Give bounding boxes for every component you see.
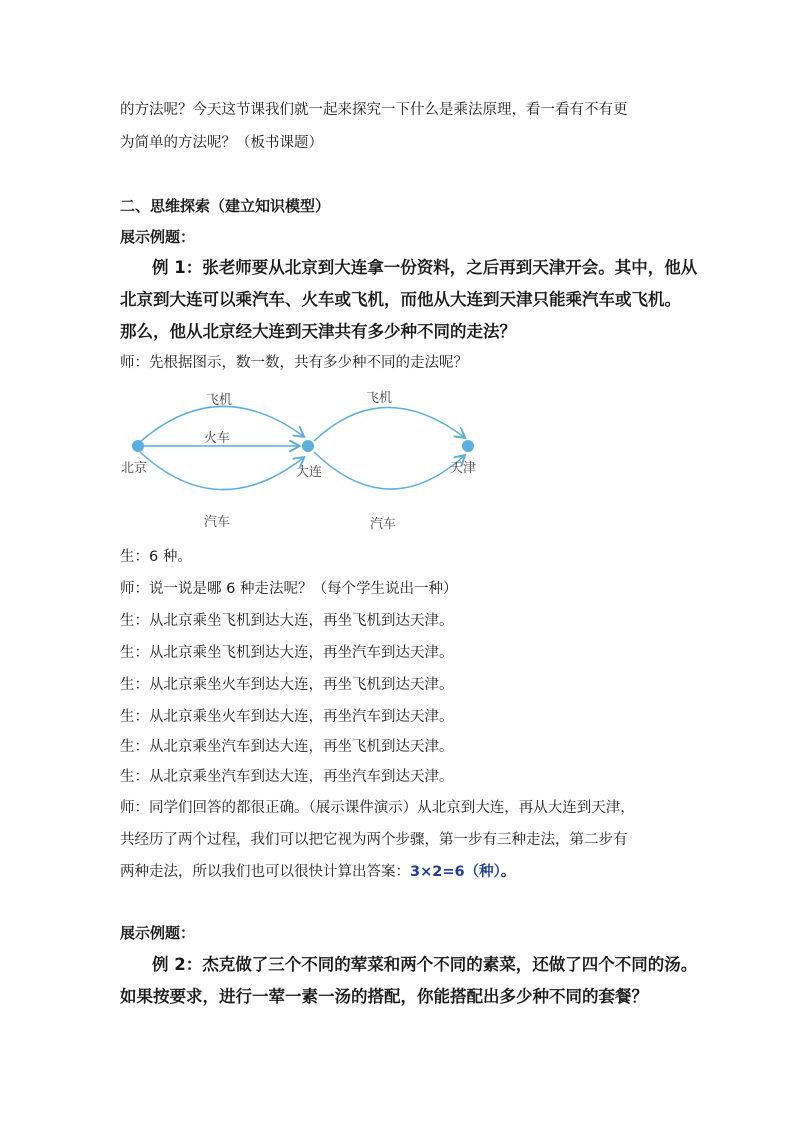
show-example-label-2: 展示例题： xyxy=(120,924,196,942)
section-2-title: 二、思维探索（建立知识模型） xyxy=(120,197,331,215)
teacher-summary-line-1: 师：同学们回答的都很正确。（展示课件演示）从北京到大连，再从大连到天津， xyxy=(120,800,635,816)
example-1-line-2: 北京到大连可以乘汽车、火车或飞机，而他从大连到天津只能乘汽车或飞机。 xyxy=(120,290,681,309)
intro-line-1: 的方法呢？今天这节课我们就一起来探究一下什么是乘法原理，看一看有不有更 xyxy=(120,102,628,118)
teacher-summary-text: 两种走法，所以我们也可以很快计算出答案： xyxy=(120,864,410,880)
student-answer-count: 生：6 种。 xyxy=(120,549,192,565)
teacher-question-1: 师：先根据图示，数一数，共有多少种不同的走法呢？ xyxy=(120,355,468,371)
node-beijing-dot xyxy=(132,440,144,452)
student-answer-3: 生：从北京乘坐火车到达大连，再坐飞机到达天津。 xyxy=(120,677,454,693)
route-diagram xyxy=(118,384,490,534)
route-bj-dl-car xyxy=(140,452,303,490)
route-label-bj-dl-top: 飞机 xyxy=(206,393,233,408)
show-example-label-1: 展示例题： xyxy=(120,228,196,246)
example-1-line-1: 例 1：张老师要从北京到大连拿一份资料，之后再到天津开会。其中，他从 xyxy=(152,258,698,277)
node-dalian-label: 大连 xyxy=(296,465,323,480)
student-answer-2: 生：从北京乘坐飞机到达大连，再坐汽车到达天津。 xyxy=(120,645,454,661)
example-1-line-3: 那么，他从北京经大连到天津共有多少种不同的走法？ xyxy=(120,322,516,341)
node-tianjin-label: 天津 xyxy=(450,461,477,476)
route-dl-tj-plane xyxy=(314,407,464,441)
route-label-bj-dl-bottom: 汽车 xyxy=(204,515,231,530)
route-dl-tj-car xyxy=(314,452,464,489)
route-label-dl-tj-top: 飞机 xyxy=(366,391,393,406)
teacher-summary-line-3 xyxy=(120,862,515,882)
example-2-line-1: 例 2：杰克做了三个不同的荤菜和两个不同的素菜，还做了四个不同的汤。 xyxy=(152,955,698,974)
student-answer-5: 生：从北京乘坐汽车到达大连，再坐飞机到达天津。 xyxy=(120,739,454,755)
node-beijing-label: 北京 xyxy=(121,461,148,476)
node-tianjin-dot xyxy=(462,440,474,452)
student-answer-1: 生：从北京乘坐飞机到达大连，再坐飞机到达天津。 xyxy=(120,613,454,629)
intro-line-2: 为简单的方法呢？（板书课题） xyxy=(120,135,323,151)
teacher-summary-line-2: 共经历了两个过程，我们可以把它视为两个步骤，第一步有三种走法，第二步有 xyxy=(120,832,628,848)
formula-period: 。 xyxy=(500,864,516,880)
node-dalian-dot xyxy=(302,440,314,452)
student-answer-4: 生：从北京乘坐火车到达大连，再坐汽车到达天津。 xyxy=(120,709,454,725)
route-label-bj-dl-mid: 火车 xyxy=(204,431,231,446)
student-answer-6: 生：从北京乘坐汽车到达大连，再坐汽车到达天津。 xyxy=(120,769,454,785)
example-2-line-2: 如果按要求，进行一荤一素一汤的搭配，你能搭配出多少种不同的套餐？ xyxy=(120,987,648,1006)
route-label-dl-tj-bottom: 汽车 xyxy=(370,517,397,532)
formula-answer: 3×2=6（种） xyxy=(410,864,501,880)
teacher-question-2: 师：说一说是哪 6 种走法呢？（每个学生说出一种） xyxy=(120,581,458,597)
